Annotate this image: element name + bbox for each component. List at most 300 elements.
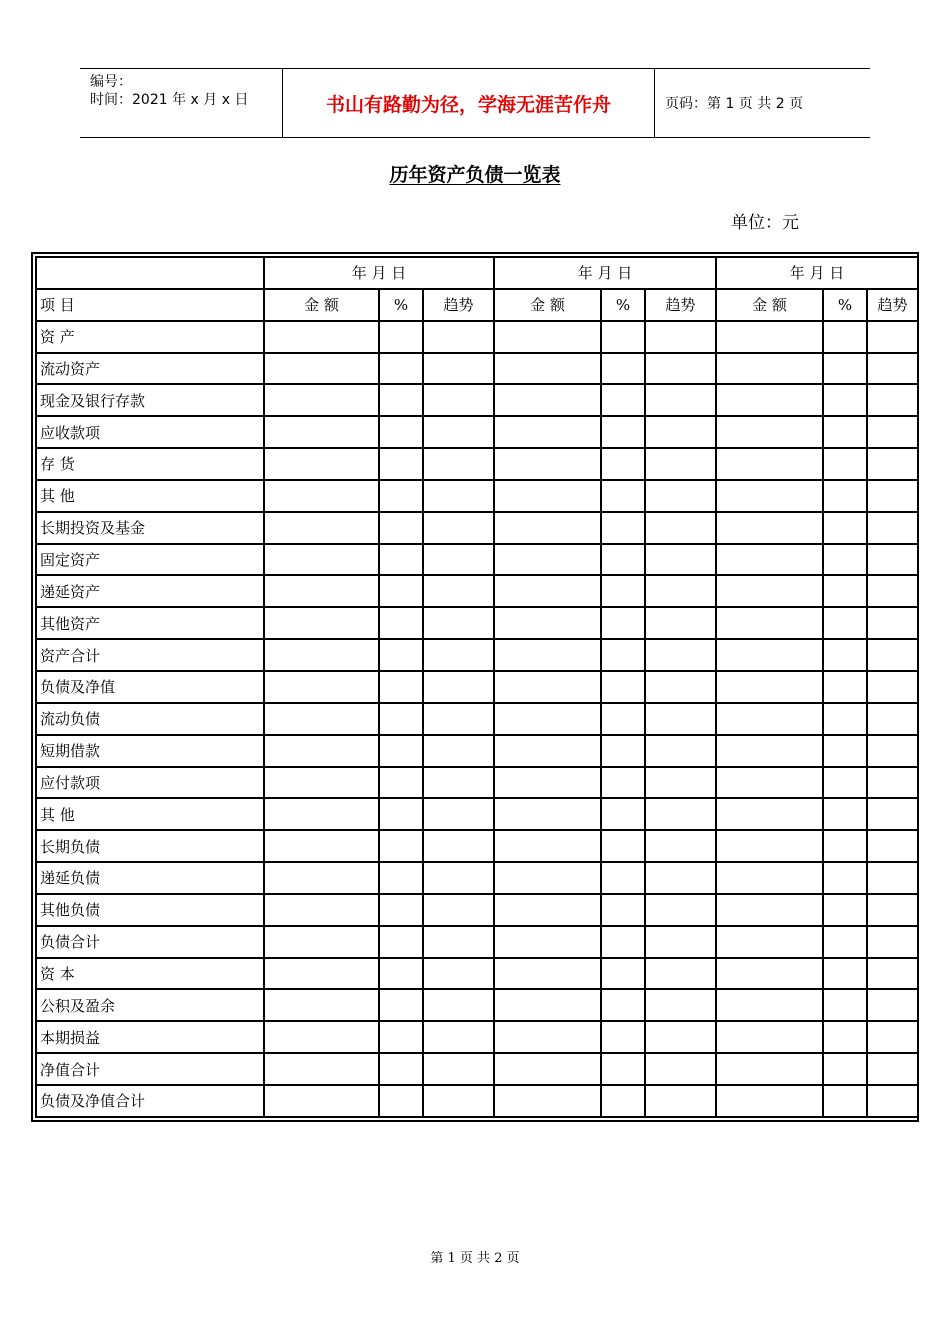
- motto: 书山有路勤为径，学海无涯苦作舟: [325, 93, 611, 116]
- table-cell: [867, 798, 918, 830]
- table-cell: [823, 544, 867, 576]
- table-cell: [264, 671, 379, 703]
- row-label: 流动资产: [36, 353, 264, 385]
- table-cell: [867, 958, 918, 990]
- table-cell: [823, 989, 867, 1021]
- table-cell: [601, 353, 645, 385]
- table-cell: [379, 735, 423, 767]
- date-header: 年 月 日: [264, 257, 494, 289]
- table-cell: [379, 926, 423, 958]
- table-cell: [379, 321, 423, 353]
- table-cell: [379, 671, 423, 703]
- table-cell: [645, 512, 716, 544]
- document-header: [80, 68, 870, 138]
- table-cell: [645, 353, 716, 385]
- table-cell: [379, 894, 423, 926]
- table-cell: [867, 703, 918, 735]
- table-row: [36, 1021, 918, 1053]
- table-cell: [423, 575, 494, 607]
- table-cell: [601, 958, 645, 990]
- table-cell: [423, 448, 494, 480]
- table-cell: [645, 416, 716, 448]
- table-cell: [823, 798, 867, 830]
- table-cell: [645, 384, 716, 416]
- table-cell: [601, 671, 645, 703]
- table-cell: [716, 958, 823, 990]
- table-cell: [867, 735, 918, 767]
- table-cell: [716, 544, 823, 576]
- column-header-row: [36, 289, 918, 321]
- table-cell: [494, 830, 601, 862]
- table-cell: [645, 798, 716, 830]
- table-cell: [379, 1085, 423, 1117]
- table-cell: [494, 798, 601, 830]
- table-cell: [716, 416, 823, 448]
- table-cell: [379, 830, 423, 862]
- table-cell: [601, 703, 645, 735]
- table-cell: [264, 448, 379, 480]
- table-cell: [494, 767, 601, 799]
- table-row: [36, 416, 918, 448]
- table-cell: [645, 607, 716, 639]
- table-row: [36, 321, 918, 353]
- table-cell: [379, 607, 423, 639]
- table-cell: [423, 926, 494, 958]
- table-cell: [645, 926, 716, 958]
- table-cell: [423, 767, 494, 799]
- table-cell: [716, 321, 823, 353]
- date-header: 年 月 日: [716, 257, 918, 289]
- table-cell: [823, 926, 867, 958]
- table-cell: [867, 989, 918, 1021]
- table-cell: [867, 671, 918, 703]
- table-cell: [601, 798, 645, 830]
- table-cell: [423, 671, 494, 703]
- table-cell: [423, 321, 494, 353]
- row-label: 应收款项: [36, 416, 264, 448]
- table-cell: [601, 575, 645, 607]
- table-cell: [379, 1021, 423, 1053]
- table-cell: [716, 575, 823, 607]
- table-cell: [379, 862, 423, 894]
- table-cell: [823, 639, 867, 671]
- header-meta: [90, 73, 248, 109]
- table-cell: [423, 607, 494, 639]
- table-cell: [601, 894, 645, 926]
- table-cell: [494, 1053, 601, 1085]
- table-row: [36, 830, 918, 862]
- header-divider: [654, 69, 655, 137]
- table-cell: [867, 894, 918, 926]
- table-cell: [867, 321, 918, 353]
- table-row: [36, 798, 918, 830]
- table-cell: [379, 512, 423, 544]
- table-cell: [601, 767, 645, 799]
- table-cell: [423, 894, 494, 926]
- row-label: 资 本: [36, 958, 264, 990]
- table-cell: [494, 384, 601, 416]
- row-label: 净值合计: [36, 1053, 264, 1085]
- table-cell: [823, 321, 867, 353]
- table-cell: [379, 353, 423, 385]
- table-cell: [264, 321, 379, 353]
- table-cell: [494, 958, 601, 990]
- table-cell: [264, 1021, 379, 1053]
- table-cell: [823, 1085, 867, 1117]
- table-cell: [36, 257, 264, 289]
- table-cell: [645, 480, 716, 512]
- balance-sheet-table: [31, 252, 919, 1122]
- table-cell: [645, 544, 716, 576]
- table-cell: [601, 830, 645, 862]
- table-cell: [645, 1085, 716, 1117]
- table-cell: [601, 926, 645, 958]
- row-label: 其 他: [36, 798, 264, 830]
- table-cell: [379, 639, 423, 671]
- table-cell: [601, 416, 645, 448]
- table-cell: [823, 416, 867, 448]
- table-cell: [716, 703, 823, 735]
- table-cell: [264, 575, 379, 607]
- table-cell: [716, 926, 823, 958]
- item-header: 项 目: [36, 289, 264, 321]
- table-cell: [716, 735, 823, 767]
- table-cell: [867, 1053, 918, 1085]
- date-header-row: [36, 257, 918, 289]
- table-cell: [716, 767, 823, 799]
- table-row: [36, 512, 918, 544]
- table-cell: [716, 671, 823, 703]
- trend-header: 趋势: [867, 289, 918, 321]
- row-label: 负债及净值: [36, 671, 264, 703]
- table-row: [36, 575, 918, 607]
- table-cell: [601, 1085, 645, 1117]
- table-cell: [379, 480, 423, 512]
- table-cell: [264, 862, 379, 894]
- table-cell: [645, 321, 716, 353]
- table-cell: [423, 989, 494, 1021]
- unit-label: 单位：元: [731, 213, 799, 233]
- table-row: [36, 671, 918, 703]
- table-cell: [716, 639, 823, 671]
- table-row: [36, 639, 918, 671]
- table-cell: [601, 480, 645, 512]
- table-cell: [379, 544, 423, 576]
- table-cell: [601, 384, 645, 416]
- table-cell: [423, 512, 494, 544]
- table-cell: [494, 894, 601, 926]
- table-cell: [494, 575, 601, 607]
- page-footer: 第 1 页 共 2 页: [430, 1251, 520, 1266]
- table-cell: [264, 384, 379, 416]
- table-cell: [379, 958, 423, 990]
- table-cell: [823, 1053, 867, 1085]
- table-cell: [645, 989, 716, 1021]
- table-cell: [264, 767, 379, 799]
- table-cell: [264, 480, 379, 512]
- table-cell: [264, 798, 379, 830]
- amount-header: 金 额: [716, 289, 823, 321]
- table-cell: [823, 703, 867, 735]
- table-cell: [645, 894, 716, 926]
- table-cell: [823, 607, 867, 639]
- table-cell: [494, 671, 601, 703]
- table-cell: [264, 416, 379, 448]
- table-cell: [494, 321, 601, 353]
- table-cell: [264, 989, 379, 1021]
- table-cell: [264, 639, 379, 671]
- table-cell: [494, 1085, 601, 1117]
- table-cell: [423, 703, 494, 735]
- table-cell: [494, 989, 601, 1021]
- table-cell: [823, 1021, 867, 1053]
- table-cell: [867, 384, 918, 416]
- row-label: 短期借款: [36, 735, 264, 767]
- table-cell: [645, 448, 716, 480]
- table-cell: [716, 353, 823, 385]
- table-cell: [494, 735, 601, 767]
- table-row: [36, 989, 918, 1021]
- table-cell: [423, 1053, 494, 1085]
- percent-header: %: [601, 289, 645, 321]
- table-cell: [867, 480, 918, 512]
- table-cell: [601, 1053, 645, 1085]
- table-cell: [494, 1021, 601, 1053]
- table-cell: [716, 798, 823, 830]
- table-cell: [823, 767, 867, 799]
- row-label: 本期损益: [36, 1021, 264, 1053]
- table-cell: [264, 958, 379, 990]
- table-cell: [645, 767, 716, 799]
- table-cell: [601, 321, 645, 353]
- table-cell: [716, 862, 823, 894]
- table-cell: [379, 448, 423, 480]
- amount-header: 金 额: [264, 289, 379, 321]
- table-cell: [264, 830, 379, 862]
- table-cell: [716, 607, 823, 639]
- table-cell: [601, 639, 645, 671]
- table-cell: [823, 862, 867, 894]
- table-row: [36, 353, 918, 385]
- table-cell: [823, 480, 867, 512]
- table-cell: [601, 607, 645, 639]
- table-cell: [645, 735, 716, 767]
- table-cell: [601, 448, 645, 480]
- table-cell: [867, 926, 918, 958]
- table-cell: [379, 416, 423, 448]
- table-cell: [823, 353, 867, 385]
- row-label: 流动负债: [36, 703, 264, 735]
- table-cell: [379, 989, 423, 1021]
- table-cell: [823, 671, 867, 703]
- trend-header: 趋势: [423, 289, 494, 321]
- date-header: 年 月 日: [494, 257, 716, 289]
- row-label: 公积及盈余: [36, 989, 264, 1021]
- table-cell: [867, 353, 918, 385]
- table-cell: [867, 830, 918, 862]
- row-label: 负债合计: [36, 926, 264, 958]
- table-cell: [716, 894, 823, 926]
- table-cell: [379, 798, 423, 830]
- table-cell: [823, 575, 867, 607]
- row-label: 递延资产: [36, 575, 264, 607]
- table-cell: [264, 894, 379, 926]
- table-cell: [645, 639, 716, 671]
- row-label: 资 产: [36, 321, 264, 353]
- table-row: [36, 1085, 918, 1117]
- table-cell: [645, 862, 716, 894]
- table-row: [36, 767, 918, 799]
- table-cell: [823, 830, 867, 862]
- page-title: [0, 160, 950, 187]
- table-cell: [867, 862, 918, 894]
- table-cell: [379, 703, 423, 735]
- code-label: 编号：: [90, 74, 132, 90]
- row-label: 其他负债: [36, 894, 264, 926]
- table-cell: [645, 1053, 716, 1085]
- table-cell: [494, 703, 601, 735]
- row-label: 其 他: [36, 480, 264, 512]
- table-cell: [494, 512, 601, 544]
- table-cell: [823, 384, 867, 416]
- row-label: 固定资产: [36, 544, 264, 576]
- table-cell: [494, 862, 601, 894]
- row-label: 资产合计: [36, 639, 264, 671]
- table-row: [36, 862, 918, 894]
- table-cell: [601, 862, 645, 894]
- table-row: [36, 607, 918, 639]
- percent-header: %: [379, 289, 423, 321]
- table-cell: [716, 989, 823, 1021]
- table-cell: [423, 639, 494, 671]
- table-row: [36, 544, 918, 576]
- percent-header: %: [823, 289, 867, 321]
- table-cell: [867, 544, 918, 576]
- table-cell: [645, 703, 716, 735]
- row-label: 存 货: [36, 448, 264, 480]
- table-cell: [823, 958, 867, 990]
- title-text: 历年资产负债一览表: [389, 164, 561, 186]
- row-label: 现金及银行存款: [36, 384, 264, 416]
- table-cell: [716, 384, 823, 416]
- table-cell: [716, 512, 823, 544]
- table-cell: [264, 512, 379, 544]
- row-label: 递延负债: [36, 862, 264, 894]
- table-row: [36, 1053, 918, 1085]
- table-cell: [494, 607, 601, 639]
- table-cell: [716, 1085, 823, 1117]
- table-cell: [494, 416, 601, 448]
- table-cell: [264, 353, 379, 385]
- table-cell: [823, 512, 867, 544]
- table-cell: [423, 416, 494, 448]
- table-cell: [379, 767, 423, 799]
- table-cell: [823, 735, 867, 767]
- table-cell: [264, 926, 379, 958]
- table-cell: [645, 958, 716, 990]
- table-cell: [867, 416, 918, 448]
- table-cell: [494, 353, 601, 385]
- table-cell: [823, 894, 867, 926]
- row-label: 长期负债: [36, 830, 264, 862]
- table-cell: [379, 575, 423, 607]
- table-cell: [423, 1085, 494, 1117]
- amount-header: 金 额: [494, 289, 601, 321]
- table-cell: [423, 830, 494, 862]
- table-row: [36, 894, 918, 926]
- table-row: [36, 480, 918, 512]
- table-cell: [264, 607, 379, 639]
- row-label: 负债及净值合计: [36, 1085, 264, 1117]
- table-cell: [601, 1021, 645, 1053]
- table-row: [36, 384, 918, 416]
- row-label: 长期投资及基金: [36, 512, 264, 544]
- table-cell: [716, 480, 823, 512]
- table-cell: [423, 798, 494, 830]
- table-cell: [601, 544, 645, 576]
- table-row: [36, 735, 918, 767]
- table-cell: [264, 735, 379, 767]
- table-cell: [867, 575, 918, 607]
- table-cell: [379, 384, 423, 416]
- time-label: 时间：2021 年 x 月 x 日: [90, 92, 249, 108]
- table-cell: [423, 1021, 494, 1053]
- table-cell: [601, 989, 645, 1021]
- table-cell: [423, 544, 494, 576]
- table-cell: [601, 512, 645, 544]
- table-cell: [716, 830, 823, 862]
- table-cell: [264, 1053, 379, 1085]
- table-cell: [645, 671, 716, 703]
- row-label: 其他资产: [36, 607, 264, 639]
- table-cell: [423, 480, 494, 512]
- table-cell: [645, 830, 716, 862]
- table-cell: [494, 926, 601, 958]
- table-cell: [379, 1053, 423, 1085]
- table-cell: [494, 639, 601, 671]
- table-cell: [494, 448, 601, 480]
- table-cell: [645, 575, 716, 607]
- table-row: [36, 703, 918, 735]
- table-cell: [423, 384, 494, 416]
- table-cell: [716, 1053, 823, 1085]
- table-cell: [494, 544, 601, 576]
- table-cell: [867, 767, 918, 799]
- page-label: 页码：第 1 页 共 2 页: [665, 96, 804, 112]
- table-row: [36, 448, 918, 480]
- table-row: [36, 926, 918, 958]
- table-cell: [601, 735, 645, 767]
- table-cell: [264, 1085, 379, 1117]
- table-cell: [264, 544, 379, 576]
- table-cell: [716, 1021, 823, 1053]
- table-cell: [867, 1085, 918, 1117]
- table-cell: [645, 1021, 716, 1053]
- table-row: [36, 958, 918, 990]
- table-cell: [716, 448, 823, 480]
- trend-header: 趋势: [645, 289, 716, 321]
- table-cell: [264, 703, 379, 735]
- row-label: 应付款项: [36, 767, 264, 799]
- table-cell: [867, 1021, 918, 1053]
- table-cell: [423, 862, 494, 894]
- table-cell: [494, 480, 601, 512]
- table-cell: [423, 353, 494, 385]
- table-cell: [867, 448, 918, 480]
- table-cell: [867, 639, 918, 671]
- table-cell: [867, 607, 918, 639]
- table-cell: [823, 448, 867, 480]
